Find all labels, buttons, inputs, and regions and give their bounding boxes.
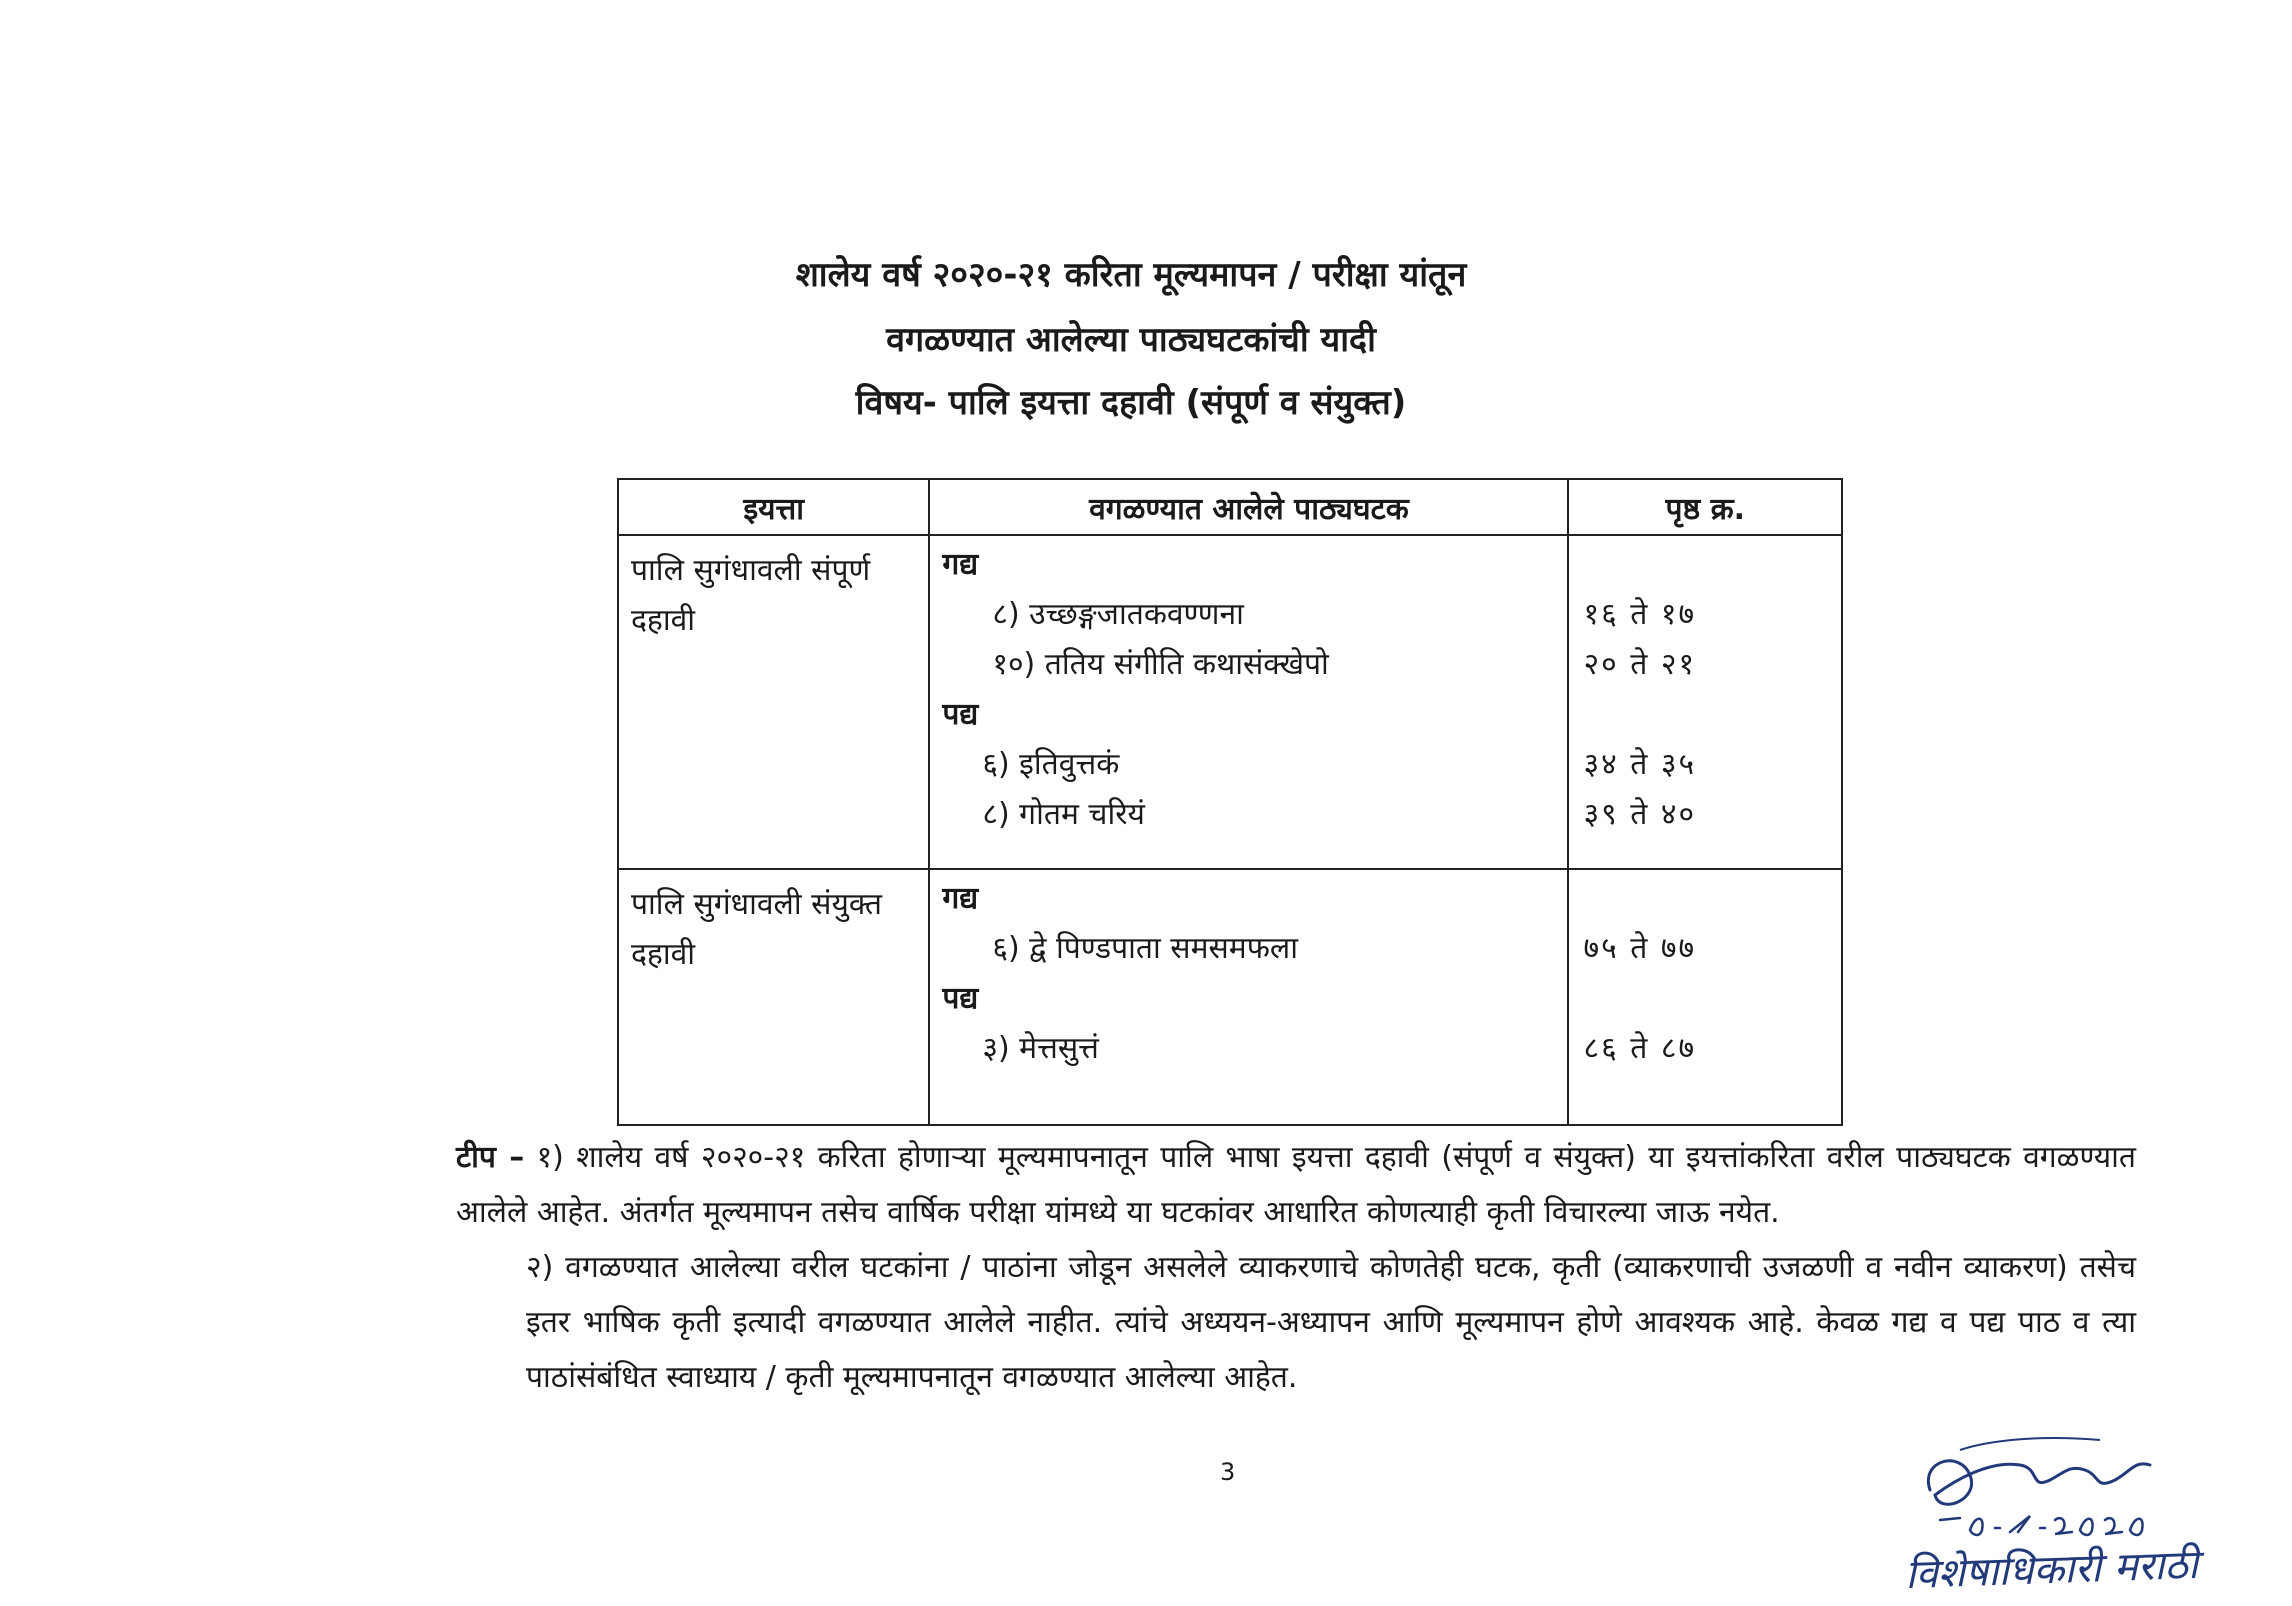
- spacer: [1583, 874, 1833, 924]
- lesson-item: ८) गोतम चरियं: [982, 797, 1145, 832]
- poetry-heading: पद्य: [942, 697, 979, 732]
- page-range: ७५ ते ७७: [1583, 931, 1697, 966]
- page-range: २० ते २१: [1583, 647, 1697, 682]
- title-line-2: वगळण्यात आलेल्या पाठ्यघटकांची यादी: [886, 320, 1376, 360]
- title-line-1: शालेय वर्ष २०२०-२१ करिता मूल्यमापन / परीक्षा यांतून: [795, 255, 1467, 295]
- note-1-text: १) शालेय वर्ष २०२०-२१ करिता होणाऱ्या मूल्यमापनातून पालि भाषा इयत्ता दहावी (संपूर्ण व संयुक्त) या इयत्तांकरिता वरील पाठ्यघटक वगळण्यात आलेले आहेत. अंतर्गत मूल्यमापन तसेच वार्षिक परीक्षा यांमध्ये या घटकांवर आधारित कोणत्याही कृती विचारल्या जाऊ नयेत.: [456, 1140, 2136, 1230]
- title-line-3: विषय- पालि इयत्ता दहावी (संपूर्ण व संयुक्त): [855, 383, 1407, 423]
- note-2: २) वगळण्यात आलेल्या वरील घटकांना / पाठांना जोडून असलेले व्याकरणाचे कोणतेही घटक, कृती (व्याकरणाची उजळणी व नवीन व्याकरण) तसेच इतर भाषिक कृती इत्यादी वगळण्यात आलेले नाहीत. त्यांचे अध्ययन-अध्यापन आणि मूल्यमापन होणे आवश्यक आहे. केवळ गद्य व पद्य पाठ व त्या पाठांसंबंधित स्वाध्याय / कृती मूल्यमापनातून वगळण्यात आलेल्या आहेत.: [526, 1250, 2136, 1395]
- units-cell: [929, 535, 1568, 869]
- lesson-item: ६) द्वे पिण्डपाता समसमफला: [992, 931, 1298, 966]
- table-row: [618, 535, 1842, 869]
- standard-cell: पालि सुगंधावली संपूर्ण दहावी: [618, 535, 929, 869]
- lesson-item: ६) इतिवुत्तकं: [982, 747, 1120, 782]
- spacer: [1583, 974, 1833, 1024]
- table-row: [618, 869, 1842, 1125]
- signature-role: विशेषाधिकारी मराठी: [1904, 1541, 2199, 1599]
- spacer: [1583, 690, 1833, 740]
- poetry-heading: पद्य: [942, 981, 979, 1016]
- page-number: 3: [1220, 1458, 1236, 1486]
- prose-heading: गद्य: [942, 547, 979, 582]
- note-1: [456, 1130, 2136, 1240]
- page-range: ३४ ते ३५: [1583, 747, 1697, 782]
- header-units: वगळण्यात आलेले पाठ्यघटक: [929, 479, 1568, 535]
- lesson-item: ८) उच्छङ्गजातकवण्णना: [992, 597, 1244, 632]
- page-range: ८६ ते ८७: [1583, 1031, 1697, 1066]
- excluded-units-table: [617, 478, 1843, 1126]
- lesson-item: १०) ततिय संगीति कथासंक्खेपो: [992, 647, 1329, 682]
- notes-section: [456, 1130, 2136, 1405]
- standard-cell: पालि सुगंधावली संयुक्त दहावी: [618, 869, 929, 1125]
- spacer: [1583, 540, 1833, 590]
- prose-heading: गद्य: [942, 881, 979, 916]
- pages-cell: [1568, 535, 1842, 869]
- pages-cell: [1568, 869, 1842, 1125]
- lesson-item: ३) मेत्तसुत्तं: [982, 1031, 1099, 1066]
- page-range: ३९ ते ४०: [1583, 797, 1697, 832]
- page-range: १६ ते १७: [1583, 597, 1697, 632]
- note-label: टीप –: [456, 1140, 525, 1175]
- table-header-row: [618, 479, 1842, 535]
- header-page-no: पृष्ठ क्र.: [1568, 479, 1842, 535]
- header-standard: इयत्ता: [618, 479, 929, 535]
- units-cell: [929, 869, 1568, 1125]
